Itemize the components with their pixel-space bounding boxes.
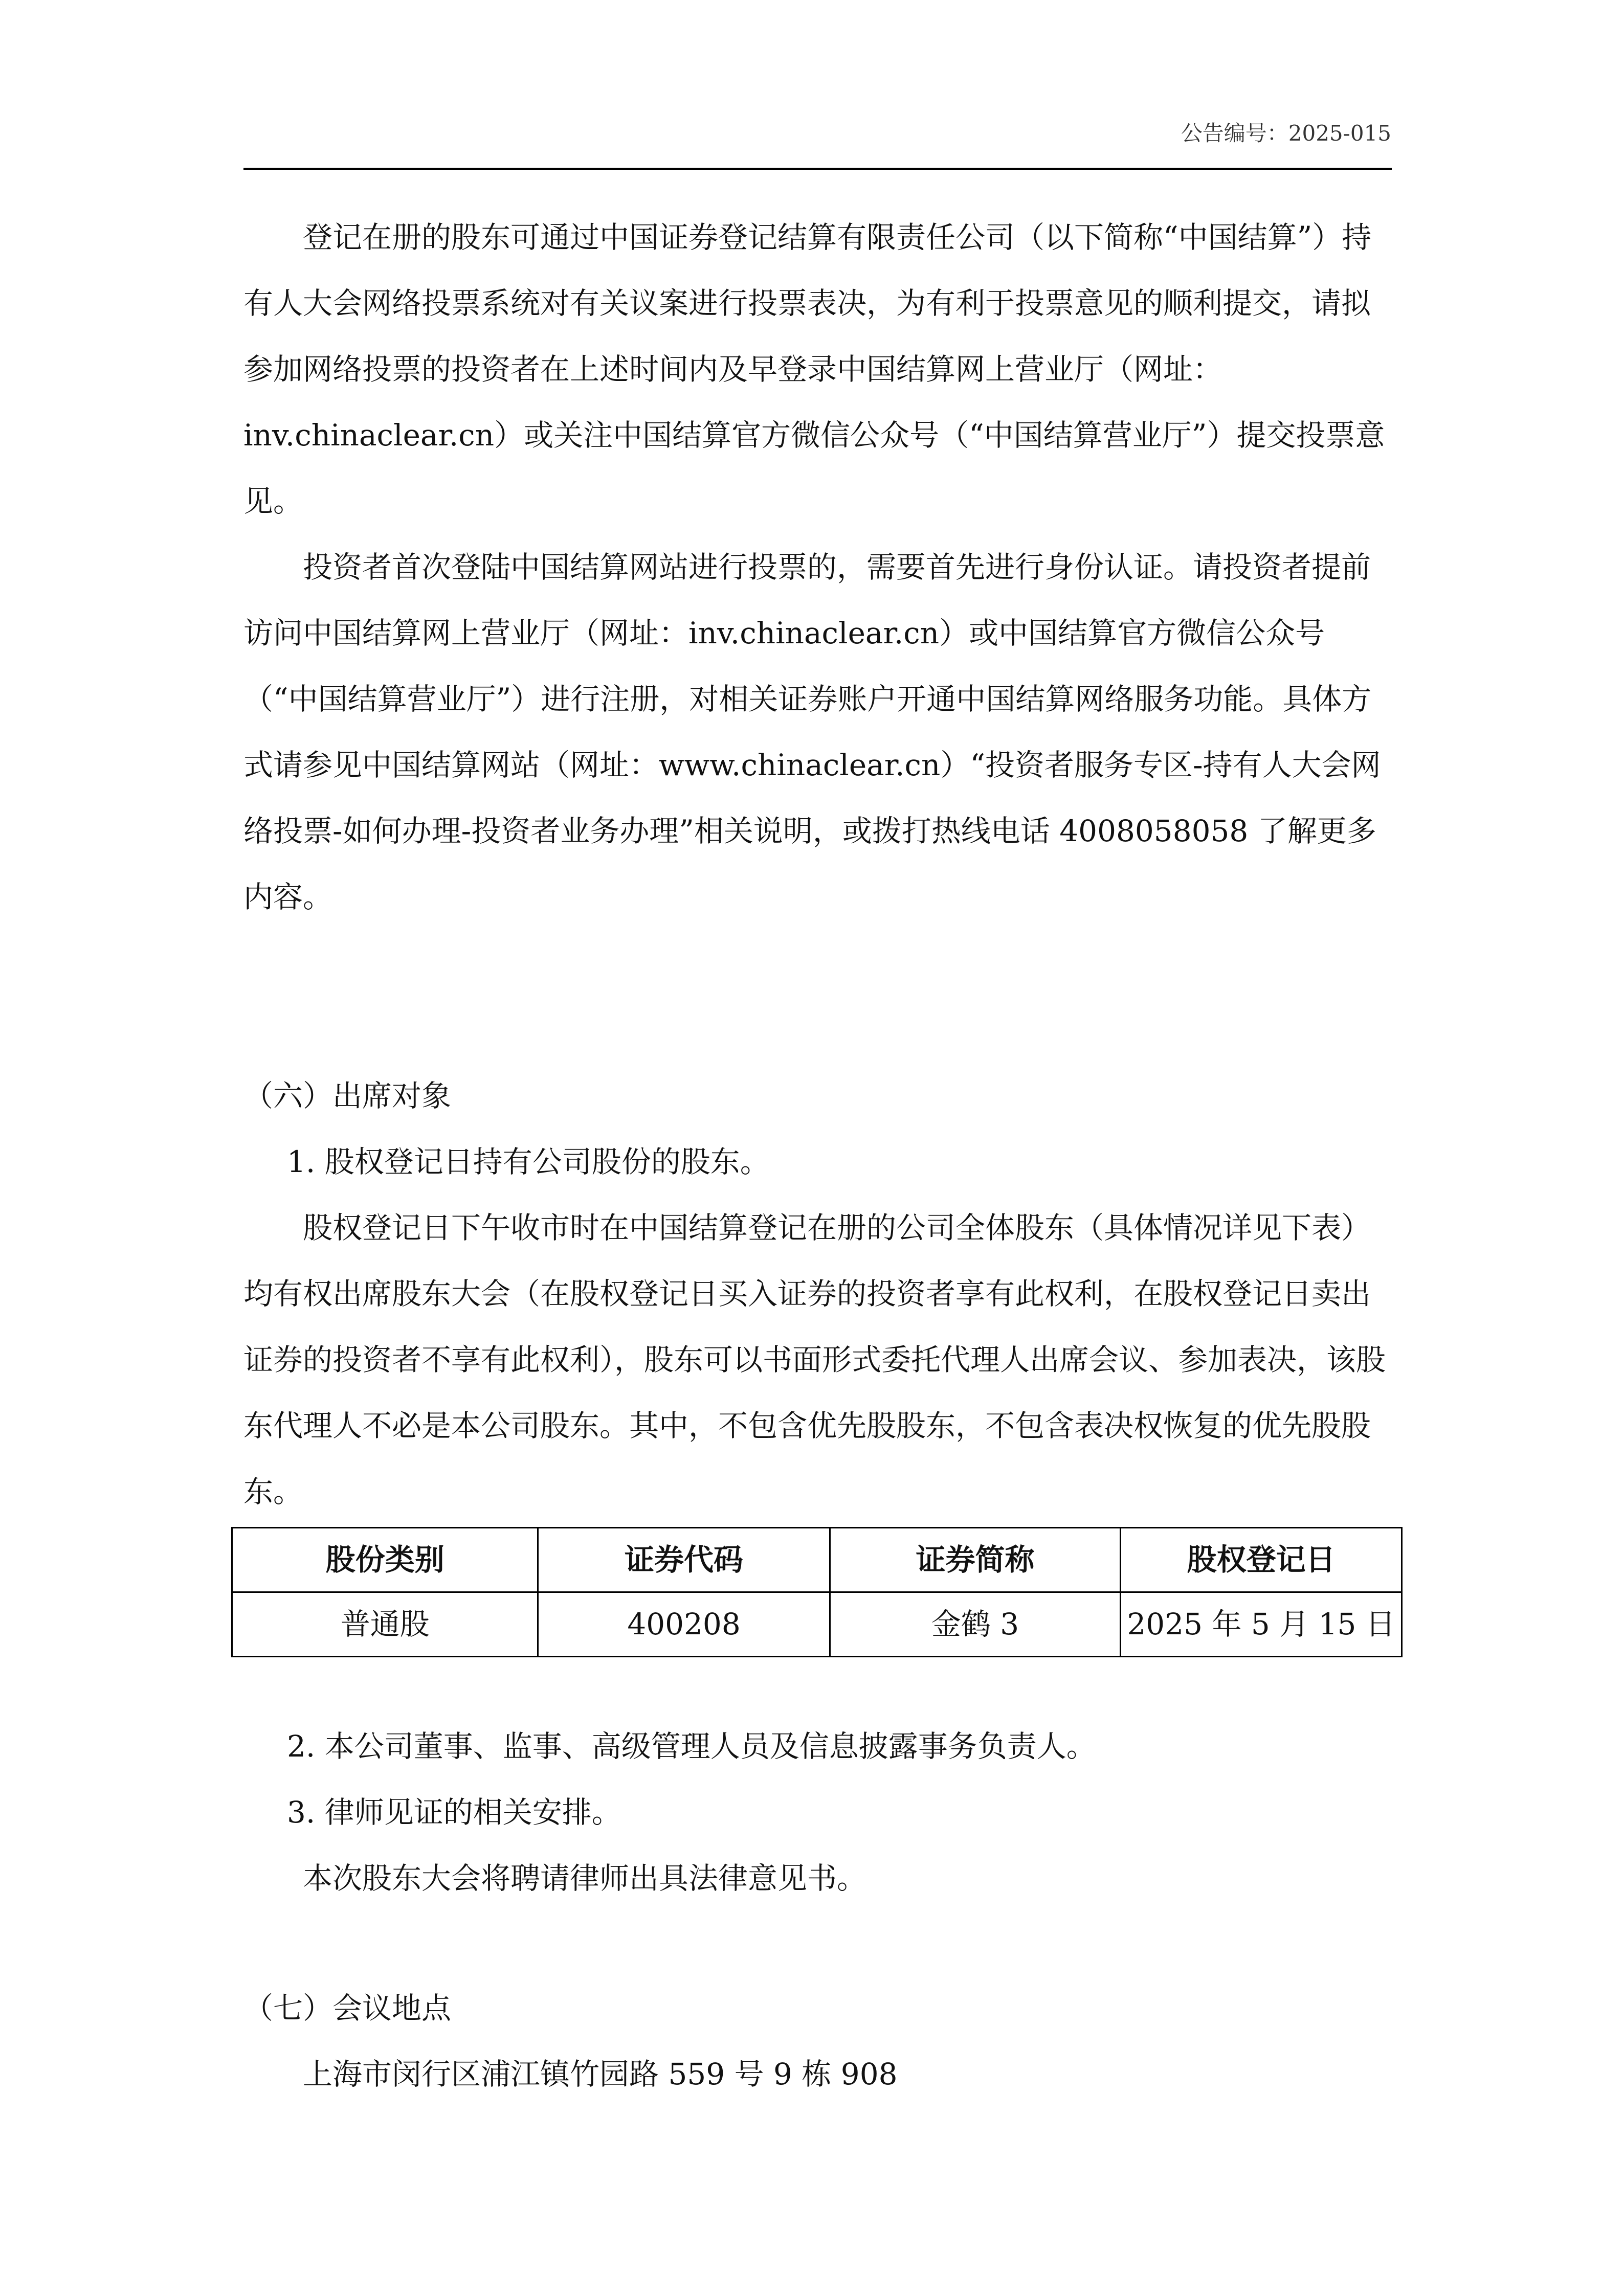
- table-cell: 2025 年 5 月 15 日: [1121, 1592, 1402, 1657]
- section-7-heading: （七）会议地点: [243, 1991, 452, 2025]
- table-row: [232, 1592, 1402, 1657]
- table-cell: 400208: [538, 1592, 830, 1657]
- paragraph-identity-verification: 投资者首次登陆中国结算网站进行投票的，需要首先进行身份认证。请投资者提前访问中国结算网上营业厅（网址：inv.chinaclear.cn）或中国结算官方微信公众号（“中国结算营业厅”）进行注册，对相关证券账户开通中国结算网络服务功能。具体方式请参见中国结算网站（网址：www.chinaclear.cn）“投资者服务专区-持有人大会网络投票-如何办理-投资者业务办理”相关说明，或拨打热线电话 4008058058 了解更多内容。: [243, 550, 1381, 914]
- announcement-number: 公告编号：2025-015: [1181, 121, 1391, 146]
- paragraph-online-voting: 登记在册的股东可通过中国证券登记结算有限责任公司（以下简称“中国结算”）持有人大会网络投票系统对有关议案进行投票表决，为有利于投票意见的顺利提交，请拟参加网络投票的投资者在上述时间内及早登录中国结算网上营业厅（网址：inv.chinaclear.cn）或关注中国结算官方微信公众号（“中国结算营业厅”）提交投票意见。: [243, 220, 1385, 519]
- table-header-cell: 股权登记日: [1121, 1528, 1402, 1592]
- section-6-item-1: 1. 股权登记日持有公司股份的股东。: [287, 1144, 770, 1179]
- header-divider: [243, 168, 1392, 170]
- section-6-item-3: 3. 律师见证的相关安排。: [287, 1795, 621, 1830]
- table-cell: 普通股: [232, 1592, 538, 1657]
- table-header-cell: 证券代码: [538, 1528, 830, 1592]
- section-6-heading: （六）出席对象: [243, 1078, 452, 1113]
- registration-table: [231, 1527, 1403, 1657]
- table-header-cell: 股份类别: [232, 1528, 538, 1592]
- section-6-item-1-detail: 股权登记日下午收市时在中国结算登记在册的公司全体股东（具体情况详见下表）均有权出席股东大会（在股权登记日买入证券的投资者享有此权利，在股权登记日卖出证券的投资者不享有此权利），股东可以书面形式委托代理人出席会议、参加表决，该股东代理人不必是本公司股东。其中，不包含优先股股东，不包含表决权恢复的优先股股东。: [243, 1210, 1386, 1509]
- section-6-item-3-detail: 本次股东大会将聘请律师出具法律意见书。: [303, 1861, 867, 1896]
- table-header-row: [232, 1528, 1402, 1592]
- table-cell: 金鹤 3: [830, 1592, 1121, 1657]
- document-body: [243, 205, 1395, 2107]
- table-header-cell: 证券简称: [830, 1528, 1121, 1592]
- meeting-address: 上海市闵行区浦江镇竹园路 559 号 9 栋 908: [303, 2057, 898, 2091]
- section-6-item-2: 2. 本公司董事、监事、高级管理人员及信息披露事务负责人。: [287, 1729, 1096, 1764]
